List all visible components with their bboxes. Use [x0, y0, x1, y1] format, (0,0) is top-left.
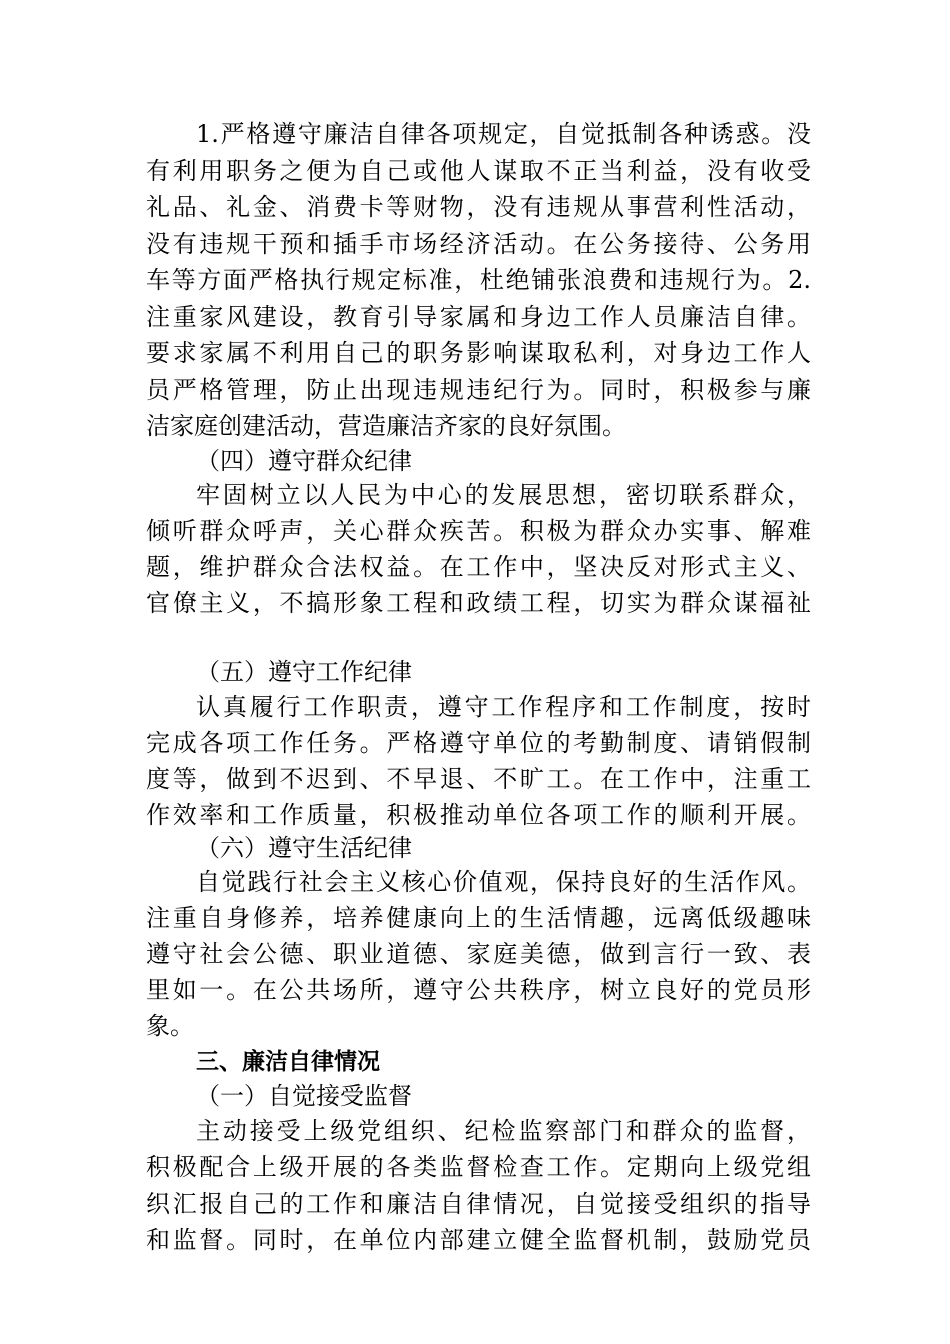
paragraph-line: 车等方面严格执行规定标准，杜绝铺张浪费和违规行为。2.: [146, 266, 811, 294]
paragraph-line: 度等，做到不迟到、不早退、不旷工。在工作中，注重工: [146, 765, 811, 793]
paragraph-line: 要求家属不利用自己的职务影响谋取私利，对身边工作人: [146, 339, 811, 367]
section-title-integrity: 三、廉洁自律情况: [196, 1049, 380, 1075]
section-heading-life-discipline: （六）遵守生活纪律: [196, 834, 412, 862]
paragraph-line: 里如一。在公共场所，遵守公共秩序，树立良好的党员形: [146, 976, 811, 1004]
section-heading-work-discipline: （五）遵守工作纪律: [196, 658, 412, 686]
paragraph-line: 有利用职务之便为自己或他人谋取不正当利益，没有收受: [146, 157, 811, 185]
paragraph-line: 1.严格遵守廉洁自律各项规定，自觉抵制各种诱惑。没: [196, 120, 811, 148]
paragraph-line: 自觉践行社会主义核心价值观，保持良好的生活作风。: [196, 868, 811, 896]
paragraph-line: 倾听群众呼声，关心群众疾苦。积极为群众办实事、解难: [146, 517, 811, 545]
section-heading-mass-discipline: （四）遵守群众纪律: [196, 447, 412, 475]
section-heading-accept-supervision: （一）自觉接受监督: [196, 1082, 412, 1110]
paragraph-line: 遵守社会公德、职业道德、家庭美德，做到言行一致、表: [146, 940, 811, 968]
paragraph-line: 没有违规干预和插手市场经济活动。在公务接待、公务用: [146, 230, 811, 258]
paragraph-line: 题，维护群众合法权益。在工作中，坚决反对形式主义、: [146, 553, 811, 581]
paragraph-line: 员严格管理，防止出现违规违纪行为。同时，积极参与廉: [146, 376, 811, 404]
paragraph-line: 认真履行工作职责，遵守工作程序和工作制度，按时: [196, 693, 811, 721]
paragraph-line: 和监督。同时，在单位内部建立健全监督机制，鼓励党员: [146, 1226, 811, 1254]
paragraph-line: 注重自身修养，培养健康向上的生活情趣，远离低级趣味: [146, 904, 811, 932]
paragraph-line: 官僚主义，不搞形象工程和政绩工程，切实为群众谋福祉: [146, 589, 811, 617]
paragraph-line: 作效率和工作质量，积极推动单位各项工作的顺利开展。: [146, 801, 811, 829]
paragraph-line: 洁家庭创建活动，营造廉洁齐家的良好氛围。: [146, 412, 626, 440]
paragraph-line: 牢固树立以人民为中心的发展思想，密切联系群众，: [196, 481, 811, 509]
paragraph-line: 积极配合上级开展的各类监督检查工作。定期向上级党组: [146, 1153, 811, 1181]
paragraph-line: 象。: [146, 1012, 194, 1040]
paragraph-line: 完成各项工作任务。严格遵守单位的考勤制度、请销假制: [146, 729, 811, 757]
paragraph-line: 主动接受上级党组织、纪检监察部门和群众的监督，: [196, 1117, 811, 1145]
paragraph-line: 礼品、礼金、消费卡等财物，没有违规从事营利性活动，: [146, 193, 811, 221]
paragraph-line: 织汇报自己的工作和廉洁自律情况，自觉接受组织的指导: [146, 1190, 811, 1218]
paragraph-line: 注重家风建设，教育引导家属和身边工作人员廉洁自律。: [146, 303, 811, 331]
